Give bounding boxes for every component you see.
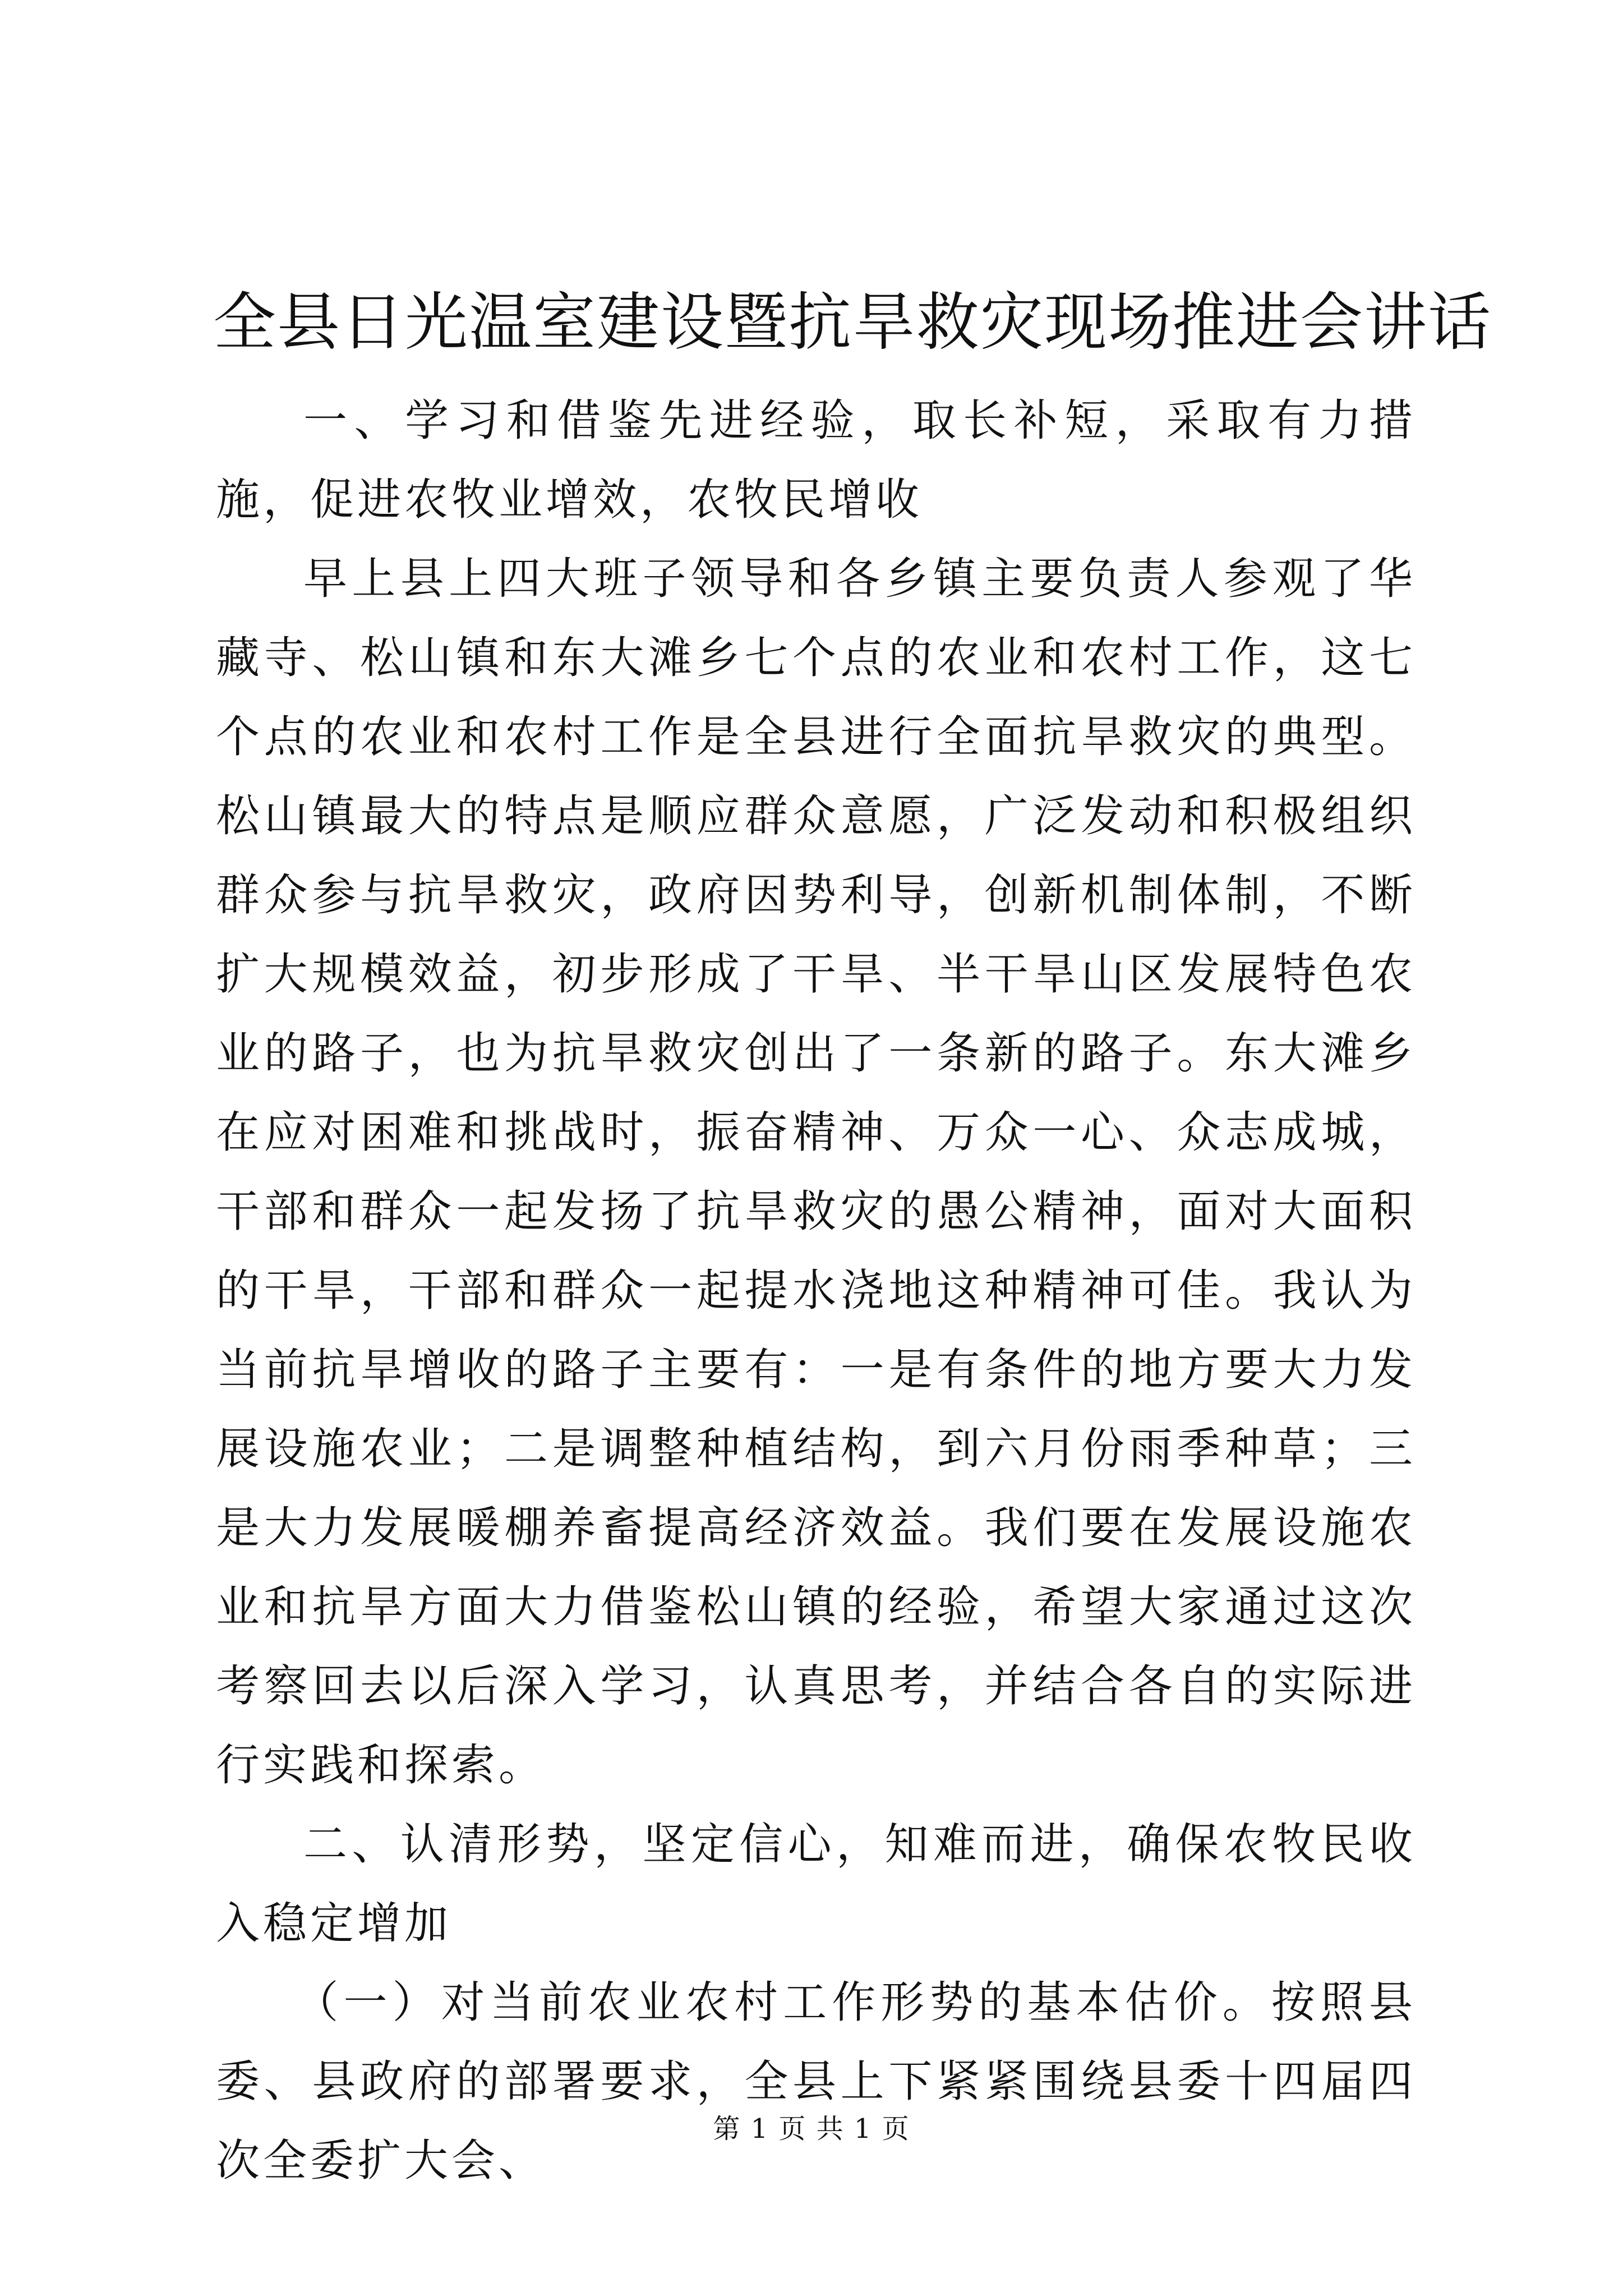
section-heading-1: 一、学习和借鉴先进经验，取长补短，采取有力措施，促进农牧业增效，农牧民增收	[216, 395, 1416, 525]
body-paragraph: 早上县上四大班子领导和各乡镇主要负责人参观了华藏寺、松山镇和东大滩乡七个点的农业和农村工作，这七个点的农业和农村工作是全县进行全面抗旱救灾的典型。松山镇最大的特点是顺应群众意愿，广泛发动和积极组织群众参与抗旱救灾，政府因势利导，创新机制体制，不断扩大规模效益，初步形成了干旱、半干旱山区发展特色农业的路子，也为抗旱救灾创出了一条新的路子。东大滩乡在应对困难和挑战时，振奋精神、万众一心、众志成城，干部和群众一起发扬了抗旱救灾的愚公精神，面对大面积的干旱，干部和群众一起提水浇地这种精神可佳。我认为当前抗旱增收的路子主要有：一是有条件的地方要大力发展设施农业；二是调整种植结构，到六月份雨季种草；三是大力发展暖棚养畜提高经济效益。我们要在发展设施农业和抗旱方面大力借鉴松山镇的经验，希望大家通过这次考察回去以后深入学习，认真思考，并结合各自的实际进行实践和探索。	[216, 554, 1416, 1791]
document-title: 全县日光温室建设暨抗旱救灾现场推进会讲话	[213, 286, 1492, 359]
page-footer: 第 1 页 共 1 页	[713, 2113, 910, 2145]
subsection-paragraph: （一）对当前农业农村工作形势的基本估价。按照县委、县政府的部署要求，全县上下紧紧围绕县委十四届四次全委扩大会、	[216, 1977, 1416, 2186]
section-heading-2: 二、认清形势，坚定信心，知难而进，确保农牧民收入稳定增加	[216, 1819, 1416, 1949]
document-body	[216, 381, 1416, 2201]
